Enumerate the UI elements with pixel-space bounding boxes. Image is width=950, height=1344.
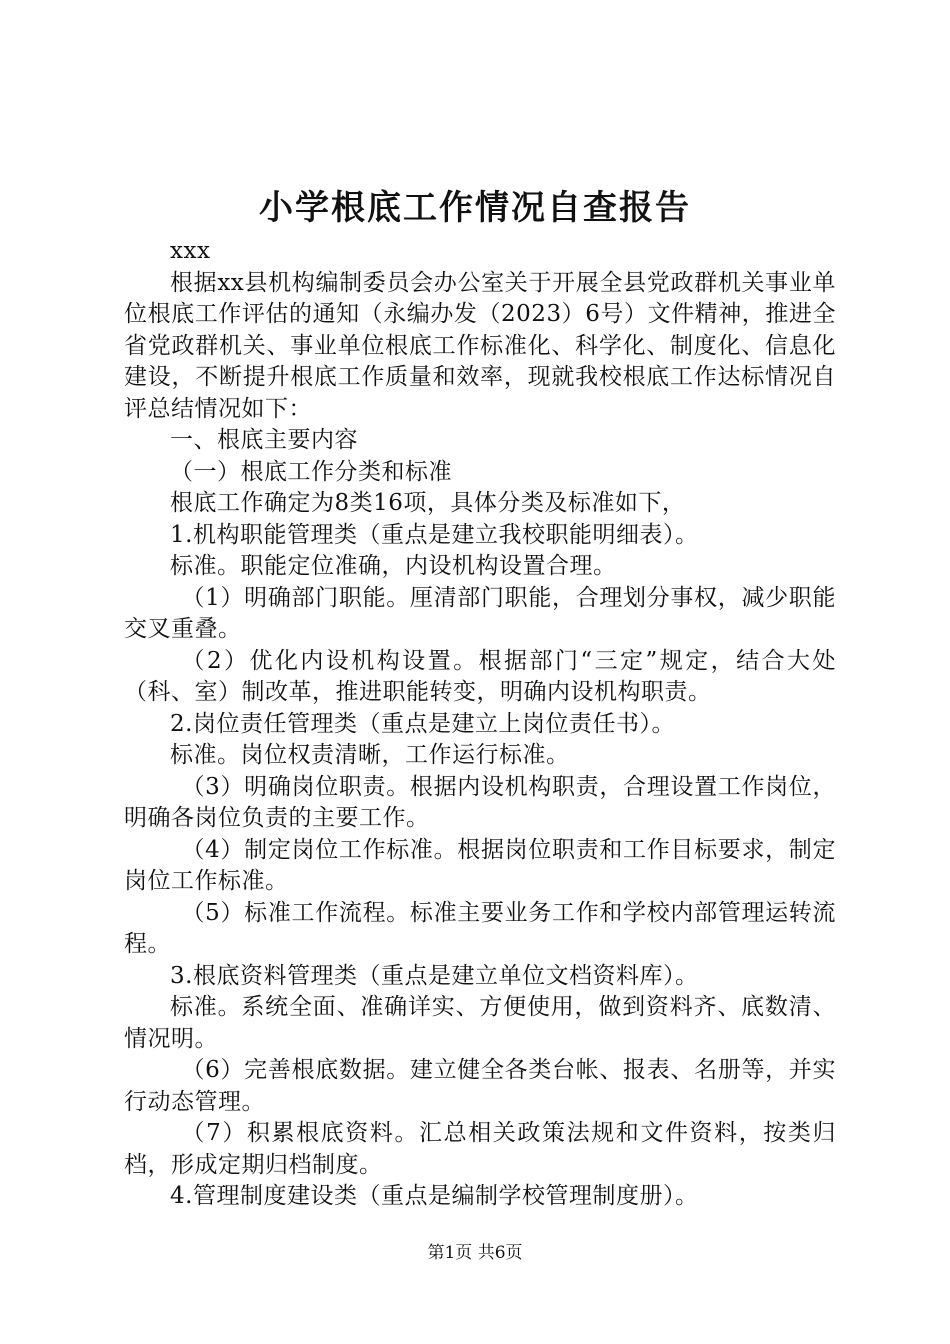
document-body <box>124 236 836 1213</box>
category-heading: 1.机构职能管理类（重点是建立我校职能明细表）。 <box>170 521 699 548</box>
list-item: （5）标准工作流程。标准主要业务工作和学校内部管理运转流程。 <box>124 899 836 957</box>
list-item: （2）优化内设机构设置。根据部门“三定”规定，结合大处（科、室）制改革，推进职能转变，明确内设机构职责。 <box>124 647 836 705</box>
author-line: xxx <box>170 238 211 264</box>
list-item: （1）明确部门职能。厘清部门职能，合理划分事权，减少职能交叉重叠。 <box>124 584 836 642</box>
list-item: （4）制定岗位工作标准。根据岗位职责和工作目标要求，制定岗位工作标准。 <box>124 836 836 894</box>
paragraph-intro: 根据xx县机构编制委员会办公室关于开展全县党政群机关事业单位根底工作评估的通知（永编办发（2023）6号）文件精神，推进全省党政群机关、事业单位根底工作标准化、科学化、制度化、信息化建设，不断提升根底工作质量和效率，现就我校根底工作达标情况自评总结情况如下： <box>124 269 836 422</box>
standard-line: 标准。职能定位准确，内设机构设置合理。 <box>170 553 617 579</box>
paragraph: 根底工作确定为8类16项，具体分类及标准如下， <box>170 490 686 516</box>
list-item: （3）明确岗位职责。根据内设机构职责，合理设置工作岗位，明确各岗位负责的主要工作。 <box>124 773 836 831</box>
page-footer: 第1页 共6页 <box>427 1243 523 1263</box>
category-heading: 3.根底资料管理类（重点是建立单位文档资料库）。 <box>170 962 699 989</box>
standard-line: 标准。系统全面、准确详实、方便使用，做到资料齐、底数清、情况明。 <box>124 994 836 1052</box>
list-item: （7）积累根底资料。汇总相关政策法规和文件资料，按类归档，形成定期归档制度。 <box>124 1120 836 1178</box>
list-item: （6）完善根底数据。建立健全各类台帐、报表、名册等，并实行动态管理。 <box>124 1057 836 1115</box>
section-heading: 一、根底主要内容 <box>170 427 358 453</box>
subsection-heading: （一）根底工作分类和标准 <box>170 458 452 485</box>
category-heading: 4.管理制度建设类（重点是编制学校管理制度册）。 <box>170 1183 699 1209</box>
category-heading: 2.岗位责任管理类（重点是建立上岗位责任书）。 <box>170 710 675 737</box>
standard-line: 标准。岗位权责清晰，工作运行标准。 <box>170 742 570 768</box>
document-title: 小学根底工作情况自查报告 <box>259 188 691 228</box>
